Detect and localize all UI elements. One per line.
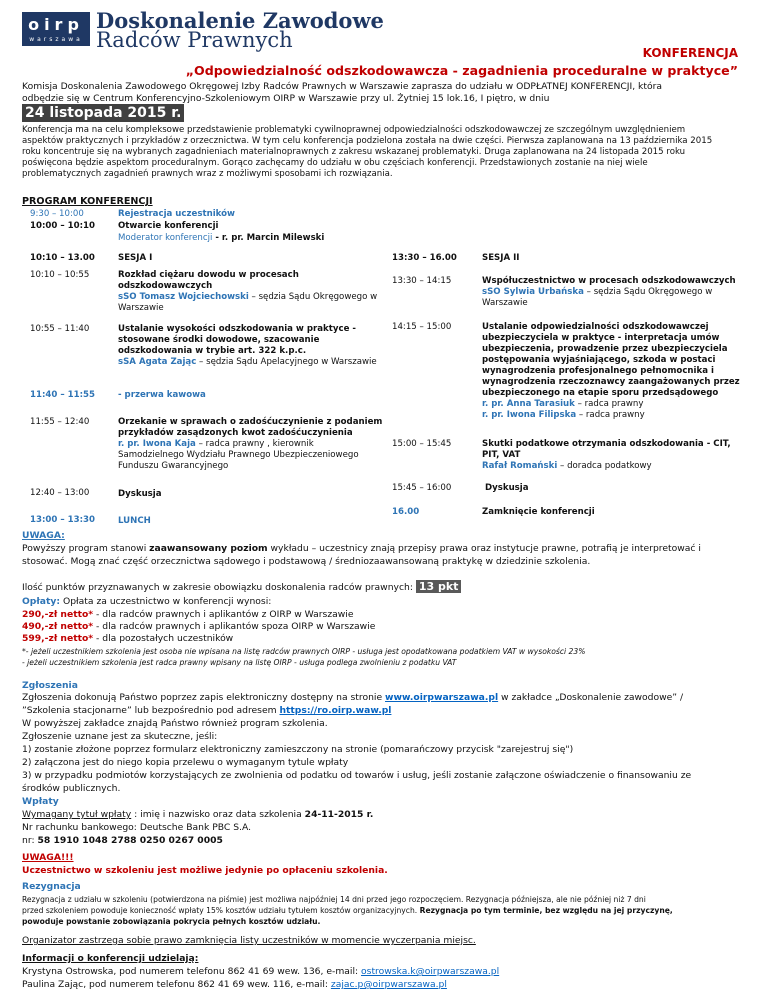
r-item1-role: Warszawie	[482, 298, 528, 308]
l-item1-role: Warszawie	[118, 303, 164, 313]
r-item4-time: 15:45 – 16:00	[392, 483, 452, 493]
open-time: 10:00 – 10:10	[30, 221, 95, 231]
uwaga-level: zaawansowany poziom	[149, 543, 268, 554]
r-item2-speaker2: r. pr. Iwona Filipska	[482, 410, 577, 420]
r-item1-time: 13:30 – 14:15	[392, 276, 452, 286]
conference-label: KONFERENCJA	[642, 46, 738, 60]
r-item2-role2: – radca prawny	[576, 410, 645, 420]
fee-item	[22, 609, 354, 621]
r-item1	[482, 276, 736, 309]
l-item6-time: 13:00 – 13:30	[30, 515, 95, 525]
moderator-name: - r. pr. Marcin Milewski	[212, 233, 325, 243]
l-item2-title: Ustalanie wysokości odszkodowania w praktyce -	[118, 324, 356, 334]
logo-sub-text: warszawa	[29, 36, 83, 43]
session1-label: SESJA I	[118, 253, 153, 263]
desc-line: aspektów praktycznych i przykładów z orzecznictwa. W tym celu konferencja podzielona została na dwie części. Pierwsza zaplanowana na 13 października 2015	[22, 136, 713, 146]
l-item6-title: LUNCH	[118, 516, 151, 526]
desc-line: poświęcona będzie aspektom proceduralnym. Gorąco zachęcamy do udziału w obu częściach konferencji. Przedstawionych zostanie na niej wiele	[22, 158, 648, 168]
l-item5-time: 12:40 – 13:00	[30, 488, 90, 498]
brand-line-1: Doskonalenie Zawodowe	[96, 8, 384, 33]
r-item2-title: wynagrodzenia profesjonalnego pełnomocnika i	[482, 366, 714, 376]
l-item5-title: Dyskusja	[118, 489, 162, 499]
r-item5-title: Zamknięcie konferencji	[482, 507, 595, 517]
rez-bold: Rezygnacja po tym terminie, bez względu na jej przyczynę,	[419, 906, 673, 915]
r-item5-time: 16.00	[392, 507, 420, 517]
zgl-line-1	[22, 692, 683, 704]
points-line	[22, 581, 461, 594]
fee-desc: - dla pozostałych uczestników	[93, 633, 234, 644]
r-item2-title: ubezpieczyciela w praktyce - interpretacja umów	[482, 333, 720, 343]
uwaga2-text: Uczestnictwo w szkoleniu jest możliwe jedynie po opłaceniu szkolenia.	[22, 865, 388, 876]
desc-line: Konferencja ma na celu kompleksowe przedstawienie problematyki cywilnoprawnej odpowiedzialności odszkodowawczej ze szczególnym uwzględnieniem	[22, 125, 686, 135]
open-label: Otwarcie konferencji	[118, 221, 219, 231]
l-item4	[118, 417, 382, 472]
program-heading: PROGRAM KONFERENCJI	[22, 196, 153, 207]
points-badge: 13 pkt	[416, 580, 462, 593]
fee-note-2: - jeżeli uczestnikiem szkolenia jest radca prawny wpisany na listę OIRP - usługa podlega zwolnieniu z podatku VAT	[22, 658, 457, 667]
l-item4-title: przykładów zasądzonych kwot zadośćuczynienia	[118, 428, 353, 438]
l-item1-time: 10:10 – 10:55	[30, 270, 90, 280]
l-item4-role: – radca prawny , kierownik	[195, 439, 314, 449]
r-item1-speaker: sSO Sylwia Urbańska	[482, 287, 584, 297]
oirp-logo	[22, 12, 90, 46]
l-item3-time: 11:40 – 11:55	[30, 390, 95, 400]
rezygnacja-heading: Rezygnacja	[22, 881, 81, 892]
intro-description	[22, 125, 746, 180]
rez-line-3: powoduje powstanie zobowiązania pokrycia pełnych kosztów udziału.	[22, 917, 321, 926]
r-item2-role1: – radca prawny	[574, 399, 644, 409]
intro-line-2: odbędzie się w Centrum Konferencyjno-Szkoleniowym OIRP w Warszawie przy ul. Żytniej 15 lok.16, I piętro, w dniu	[22, 93, 550, 104]
wplaty-date: 24-11-2015 r.	[304, 809, 374, 820]
l-item4-role: Samodzielnego Wydziału Prawnego Ubezpieczeniowego	[118, 450, 359, 460]
r-item3-speaker: Rafał Romański	[482, 461, 558, 471]
session2-time: 13:30 – 16.00	[392, 253, 457, 263]
uwaga-heading: UWAGA:	[22, 530, 65, 541]
contact-heading: Informacji o konferencji udzielają:	[22, 953, 199, 964]
fee-item	[22, 633, 233, 645]
uwaga-line-2: stosować. Mogą znać część orzecznictwa sądowego i podstawową / średniozaawansowaną praktykę w dziedzinie szkolenia.	[22, 556, 591, 567]
fees-line	[22, 596, 271, 608]
zgl-text: ”Szkolenia stacjonarne” lub bezpośrednio pod adresem	[22, 705, 280, 716]
fee-item	[22, 621, 375, 633]
uwaga-text: Powyższy program stanowi	[22, 543, 150, 554]
r-item2-title: postępowania wyjaśniającego, szkoda w postaci	[482, 355, 716, 365]
l-item2-title: odszkodowania w trybie art. 322 k.p.c.	[118, 346, 307, 356]
l-item4-role: Funduszu Gwarancyjnego	[118, 461, 229, 471]
contact-line-2	[22, 979, 447, 991]
desc-line: roku koncentruje się na wybranych zagadnieniach materialnoprawnych z zakresu wskazanej problematyki. Druga zaplanowana na 24 listopada 2015 roku	[22, 147, 686, 157]
zgl-line-3: W powyższej zakładce znajdą Państwo również program szkolenia.	[22, 718, 328, 729]
zgl-text: Zgłoszenia dokonują Państwo poprzez zapis elektroniczny dostępny na stronie	[22, 692, 386, 703]
l-item1-title: odszkodowawczych	[118, 281, 213, 291]
l-item4-title: Orzekanie w sprawach o zadośćuczynienie z podaniem	[118, 417, 383, 427]
wplaty-line-1	[22, 809, 373, 821]
fees-label: Opłaty:	[22, 596, 61, 607]
zgl-line-2	[22, 705, 391, 717]
r-item1-title: Współuczestnictwo w procesach odszkodowawczych	[482, 276, 736, 286]
email-link-zajac[interactable]: zajac.p@oirpwarszawa.pl	[330, 979, 447, 990]
r-item3-title: PIT, VAT	[482, 450, 521, 460]
wplaty-text: : imię i nazwisko oraz data szkolenia	[131, 809, 305, 820]
r-item2-speaker1: r. pr. Anna Tarasiuk	[482, 399, 575, 409]
organizer-note: Organizator zastrzega sobie prawo zamknięcia listy uczestników w momencie wyczerpania miejsc.	[22, 935, 476, 946]
registration-link[interactable]: https://ro.oirp.waw.pl	[279, 705, 392, 716]
fee-price: 290,-zł netto*	[22, 609, 94, 620]
contact-text: Paulina Zając, pod numerem telefonu 862 41 69 wew. 116, e-mail:	[22, 979, 331, 990]
moderator-label: Moderator konferencji	[118, 233, 213, 243]
brand-line-2: Radców Prawnych	[96, 28, 293, 52]
account-number: 58 1910 1048 2788 0250 0267 0005	[37, 835, 223, 846]
l-item1	[118, 270, 377, 314]
conference-date: 24 listopada 2015 r.	[22, 104, 184, 122]
fee-note-1: *- jeżeli uczestnikiem szkolenia jest osoba nie wpisana na listę radców prawnych OIRP - usługa jest opodatkowana podatkiem VAT w wysokości 23%	[22, 647, 586, 656]
fee-desc: - dla radców prawnych i aplikantów spoza OIRP w Warszawie	[93, 621, 376, 632]
intro-line-1: Komisja Doskonalenia Zawodowego Okręgowej Izby Radców Prawnych w Warszawie zaprasza do udziału w ODPŁATNEJ KONFERENCJI, która	[22, 81, 663, 92]
l-item2-role: – sędzia Sądu Apelacyjnego w Warszawie	[196, 357, 377, 367]
l-item2-speaker: sSA Agata Zając	[118, 357, 197, 367]
zgloszenia-heading: Zgłoszenia	[22, 680, 78, 691]
conference-title: „Odpowiedzialność odszkodowawcza - zagadnienia proceduralne w praktyce”	[185, 63, 738, 78]
reg-label: Rejestracja uczestników	[118, 209, 235, 219]
l-item2-title: stosowane środki dowodowe, szacowanie	[118, 335, 320, 345]
reg-time: 9:30 – 10:00	[30, 209, 84, 219]
oirp-website-link[interactable]: www.oirpwarszawa.pl	[385, 692, 499, 703]
fees-text: Opłata za uczestnictwo w konferencji wynosi:	[60, 596, 272, 607]
r-item3	[482, 439, 731, 472]
desc-line: problematycznych zagadnień prawnych wraz z możliwymi sposobami ich rozwiązania.	[22, 169, 393, 179]
r-item3-time: 15:00 – 15:45	[392, 439, 452, 449]
fee-price: 599,-zł netto*	[22, 633, 94, 644]
r-item3-role: – doradca podatkowy	[557, 461, 652, 471]
l-item1-role: – sędzia Sądu Okręgowego w	[248, 292, 378, 302]
points-text: Ilość punktów przyznawanych w zakresie obowiązku doskonalenia radców prawnych:	[22, 582, 413, 593]
contact-text: Krystyna Ostrowska, pod numerem telefonu 862 41 69 wew. 136, e-mail:	[22, 966, 362, 977]
r-item3-title: Skutki podatkowe otrzymania odszkodowania - CIT,	[482, 439, 731, 449]
uwaga-line-1	[22, 543, 701, 555]
l-item3-title: - przerwa kawowa	[118, 390, 206, 400]
l-item2-time: 10:55 – 11:40	[30, 324, 90, 334]
l-item1-speaker: sSO Tomasz Wojciechowski	[118, 292, 249, 302]
r-item1-role: – sędzia Sądu Okręgowego w	[583, 287, 713, 297]
rez-line-2	[22, 906, 673, 916]
l-item4-speaker: r. pr. Iwona Kaja	[118, 439, 196, 449]
contact-line-1	[22, 966, 499, 978]
fee-price: 490,-zł netto*	[22, 621, 94, 632]
wplaty-heading: Wpłaty	[22, 796, 59, 807]
session2-label: SESJA II	[482, 253, 520, 263]
zgl-line-6: 2) załączona jest do niego kopia przelewu o wymaganym tytule wpłaty	[22, 757, 349, 768]
r-item2-title: Ustalanie odpowiedzialności odszkodowawczej	[482, 322, 709, 332]
account-label: nr:	[22, 835, 38, 846]
l-item4-time: 11:55 – 12:40	[30, 417, 90, 427]
r-item2-time: 14:15 – 15:00	[392, 322, 452, 332]
zgl-line-4: Zgłoszenie uznane jest za skuteczne, jeśli:	[22, 731, 218, 742]
zgl-line-7: 3) w przypadku podmiotów korzystających ze zwolnienia od podatku od towarów i usług, jeśli zostanie załączone oświadczenie o finansowaniu ze	[22, 770, 692, 781]
uwaga-text: wykładu – uczestnicy znają przepisy prawa oraz instytucje prawne, potrafią je interpretować i	[267, 543, 701, 554]
email-link-ostrowska[interactable]: ostrowska.k@oirpwarszawa.pl	[361, 966, 500, 977]
rez-line-1: Rezygnacja z udziału w szkoleniu (potwierdzona na piśmie) jest możliwa najpóźniej 14 dni przed jego rozpoczęciem. Rezygnacja późniejsza, ale nie później niż 7 dni	[22, 895, 646, 904]
logo-main-text: oirp	[28, 15, 84, 34]
wplaty-line-3	[22, 835, 223, 847]
r-item2-title: wynagrodzenia rzeczoznawcy zaangażowanych przez	[482, 377, 740, 387]
uwaga2-heading: UWAGA!!!	[22, 852, 74, 863]
l-item1-title: Rozkład ciężaru dowodu w procesach	[118, 270, 299, 280]
r-item2-title: ubezpieczonego na etapie sporu przedsądowego	[482, 388, 719, 398]
r-item2-title: ubezpieczenia, prowadzenie przez ubezpieczyciela	[482, 344, 728, 354]
l-item2	[118, 324, 377, 368]
r-item2	[482, 322, 740, 421]
zgl-line-5: 1) zostanie złożone poprzez formularz elektroniczny zamieszczony na stronie (pomarańczowy przycisk "zarejestruj się")	[22, 744, 574, 755]
session1-time: 10:10 – 13.00	[30, 253, 95, 263]
fee-desc: - dla radców prawnych i aplikantów z OIRP w Warszawie	[93, 609, 354, 620]
rez-text: przed szkoleniem powoduje konieczność wpłaty 15% kosztów udziału tytułem kosztów organizacyjnych.	[22, 906, 420, 915]
moderator-line	[118, 233, 324, 244]
zgl-text: w zakładce „Doskonalenie zawodowe” /	[498, 692, 684, 703]
wplaty-line-2: Nr rachunku bankowego: Deutsche Bank PBC S.A.	[22, 822, 252, 833]
wplaty-title-label: Wymagany tytuł wpłaty	[22, 809, 132, 820]
r-item4-title: Dyskusja	[485, 483, 529, 493]
zgl-line-8: środków publicznych.	[22, 783, 121, 794]
